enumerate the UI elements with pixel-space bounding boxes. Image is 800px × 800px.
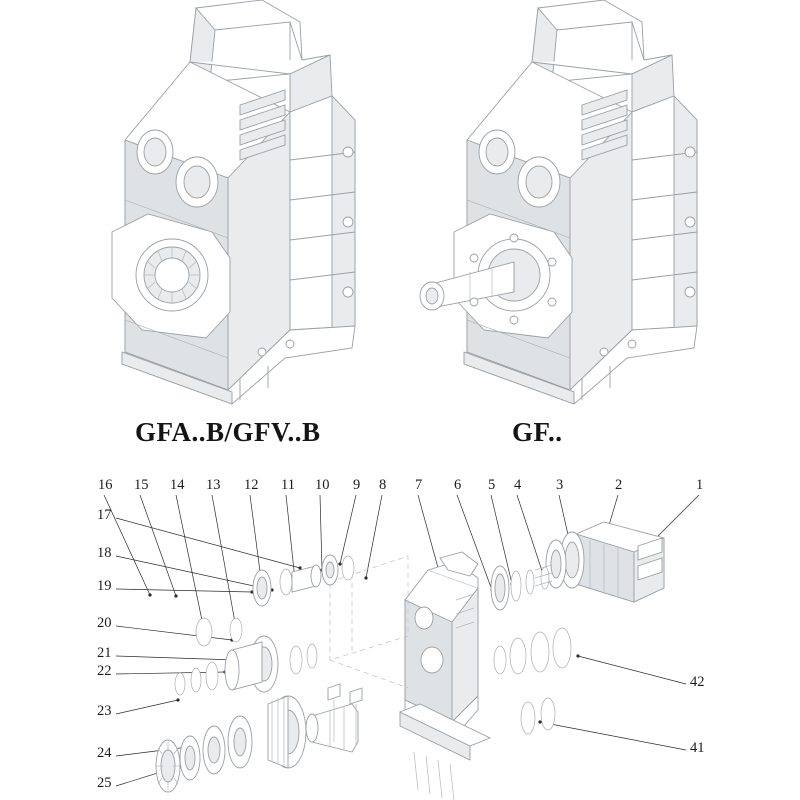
exploded-view-section [0, 460, 800, 800]
callout-14: 14 [170, 477, 185, 493]
callout-2: 2 [615, 477, 623, 493]
callout-5: 5 [488, 477, 496, 493]
callout-21: 21 [97, 645, 112, 661]
callout-18: 18 [97, 545, 112, 561]
callout-19: 19 [97, 578, 112, 594]
callout-22: 22 [97, 663, 112, 679]
callout-10: 10 [315, 477, 330, 493]
caption-left-model: GFA..B/GFV..B [135, 417, 321, 447]
callout-20: 20 [97, 615, 112, 631]
callout-3: 3 [556, 477, 564, 493]
exploded-shaft-lower [156, 696, 358, 792]
exploded-motor-adapter [546, 522, 664, 602]
callout-41: 41 [690, 740, 705, 756]
callout-23: 23 [97, 703, 112, 719]
callout-6: 6 [454, 477, 462, 493]
callout-9: 9 [353, 477, 361, 493]
callout-42: 42 [690, 674, 705, 690]
leader-lines-right [540, 656, 686, 750]
callout-25: 25 [97, 775, 112, 791]
callout-15: 15 [134, 477, 149, 493]
callout-13: 13 [206, 477, 221, 493]
exploded-diagram-svg [0, 460, 800, 800]
callout-24: 24 [97, 745, 112, 761]
left-gearbox-view [112, 0, 355, 404]
callout-8: 8 [379, 477, 387, 493]
callout-7: 7 [415, 477, 423, 493]
callout-4: 4 [514, 477, 522, 493]
callout-11: 11 [281, 477, 295, 493]
callout-12: 12 [244, 477, 259, 493]
callout-17: 17 [97, 507, 112, 523]
exploded-shaft-middle [175, 636, 317, 695]
callout-1: 1 [696, 477, 704, 493]
exploded-rings-right [491, 565, 571, 734]
right-gearbox-view [420, 0, 697, 404]
caption-right-model: GF.. [512, 417, 563, 447]
callout-16: 16 [98, 477, 113, 493]
